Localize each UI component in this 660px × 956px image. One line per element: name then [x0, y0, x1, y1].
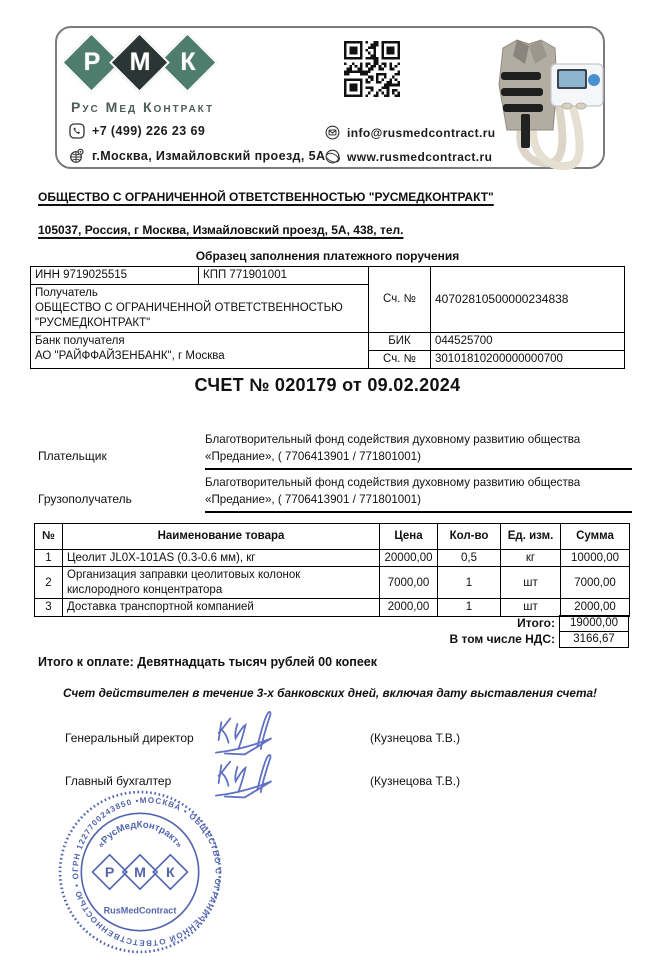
inn-cell: ИНН 9719025515 — [31, 267, 199, 285]
consignee-value: Благотворительный фонд содействия духовному развитию общества «Предание», ( 7706413901 / 771801001) — [205, 474, 632, 513]
item-price: 20000,00 — [380, 550, 438, 567]
phone-icon — [69, 123, 85, 139]
bank-label: Банк получателя — [35, 334, 125, 347]
item-name: Доставка транспортной компанией — [63, 599, 380, 616]
company-stamp — [56, 788, 224, 956]
bik-value-cell: 044525700 — [431, 332, 625, 350]
item-name: Цеолит JL0X-101AS (0.3-0.6 мм), кг — [63, 550, 380, 567]
email-text: info@rusmedcontract.ru — [347, 125, 496, 140]
item-num: 3 — [35, 599, 63, 616]
company-name-line: ОБЩЕСТВО С ОГРАНИЧЕННОЙ ОТВЕТСТВЕННОСТЬЮ "РУСМЕДКОНТРАКТ" — [38, 190, 494, 204]
stamp-ring-text: МОСКВА • ОБЩЕСТВО С ОГРАНИЧЕННОЙ ОТВЕТСТВЕННОСТЬЮ • ОГРН 1227700243850 • — [70, 795, 223, 948]
item-unit: шт — [501, 567, 561, 599]
email-row — [325, 125, 496, 140]
logo-letter-k: К — [180, 48, 196, 76]
item-qty: 1 — [438, 567, 501, 599]
recipient-cell — [31, 284, 369, 332]
header-card — [55, 26, 605, 169]
vat-label: В том числе НДС: — [449, 632, 555, 646]
email-icon — [325, 125, 340, 140]
svg-text:«РусМедКонтракт» — [96, 819, 185, 850]
phone-row — [69, 123, 205, 139]
bank-requisites-table — [30, 266, 625, 369]
account-label-cell: Сч. № — [369, 267, 431, 333]
address-text: г.Москва, Измайловский проезд, 5А — [92, 149, 326, 163]
recipient-label: Получатель — [35, 286, 98, 299]
accountant-label: Главный бухгалтер — [65, 774, 172, 788]
corr-label-cell: Сч. № — [369, 350, 431, 368]
qr-code — [344, 41, 400, 97]
col-num: № — [35, 524, 63, 550]
medical-device-image — [473, 30, 605, 170]
company-address-line: 105037, Россия, г Москва, Измайловский проезд, 5А, 438, тел. — [38, 223, 404, 237]
account-number-cell: 40702810500000234838 — [431, 267, 625, 333]
col-unit: Ед. изм. — [501, 524, 561, 550]
bank-name: АО "РАЙФФАЙЗЕНБАНК", г Москва — [35, 349, 225, 362]
corr-account-cell: 30101810200000000700 — [431, 350, 625, 368]
item-num: 1 — [35, 550, 63, 567]
item-name: Организация заправки цеолитовых колонок кислородного концентратора — [63, 567, 380, 599]
director-name: (Кузнецова Т.В.) — [370, 731, 461, 745]
vat-row — [34, 631, 629, 648]
website-text: www.rusmedcontract.ru — [347, 149, 493, 164]
col-sum: Сумма — [561, 524, 630, 550]
bik-label-cell: БИК — [369, 332, 431, 350]
recipient-name: ОБЩЕСТВО С ОГРАНИЧЕННОЙ ОТВЕТСТВЕННОСТЬЮ "РУСМЕДКОНТРАКТ" — [35, 301, 343, 329]
col-name: Наименование товара — [63, 524, 380, 550]
payer-value: Благотворительный фонд содействия духовному развитию общества «Предание», ( 7706413901 / 771801001) — [205, 431, 632, 470]
globe-icon — [325, 149, 340, 164]
vat-value: 3166,67 — [559, 631, 629, 648]
item-sum: 2000,00 — [561, 599, 630, 616]
website-row — [325, 149, 492, 164]
stamp-inner-bottom-text: RusMedContract — [103, 905, 177, 916]
item-sum: 10000,00 — [561, 550, 630, 567]
col-qty: Кол-во — [438, 524, 501, 550]
total-label: Итого: — [517, 616, 555, 630]
table-row — [35, 599, 630, 616]
payment-sample-title: Образец заполнения платежного поручения — [195, 249, 460, 263]
device-unit — [551, 64, 603, 109]
location-icon — [69, 148, 85, 164]
items-table — [34, 523, 630, 617]
item-qty: 0,5 — [438, 550, 501, 567]
vest-shape — [499, 40, 557, 148]
stamp-letter-k: К — [166, 865, 175, 882]
total-row — [34, 615, 629, 632]
item-unit: шт — [501, 599, 561, 616]
stamp-letter-m: М — [134, 865, 146, 882]
invoice-title: СЧЕТ № 020179 от 09.02.2024 — [194, 375, 461, 395]
payer-label: Плательщик — [38, 449, 107, 463]
items-header-row — [35, 524, 630, 550]
item-price: 7000,00 — [380, 567, 438, 599]
table-row — [35, 550, 630, 567]
logo-subtitle: Рус Мед Контракт — [71, 99, 215, 115]
stamp-inner-top-text: «РусМедКонтракт» — [95, 819, 185, 851]
logo-letter-r: Р — [83, 48, 101, 76]
consignee-label: Грузополучатель — [38, 492, 132, 506]
total-value: 19000,00 — [559, 615, 629, 632]
col-price: Цена — [380, 524, 438, 550]
director-label: Генеральный директор — [65, 731, 194, 745]
amount-in-words: Итого к оплате: Девятнадцать тысяч рублей 00 копеек — [38, 655, 377, 669]
item-num: 2 — [35, 567, 63, 599]
phone-number: +7 (499) 226 23 69 — [92, 124, 206, 138]
stamp-letter-r: Р — [104, 865, 115, 882]
kpp-cell: КПП 771901001 — [199, 267, 369, 285]
validity-note: Счет действителен в течение 3-х банковских дней, включая дату выставления счета! — [63, 686, 597, 700]
item-unit: кг — [501, 550, 561, 567]
item-sum: 7000,00 — [561, 567, 630, 599]
logo-letter-m: М — [129, 48, 151, 76]
accountant-name: (Кузнецова Т.В.) — [370, 774, 461, 788]
item-qty: 1 — [438, 599, 501, 616]
item-price: 2000,00 — [380, 599, 438, 616]
address-row — [69, 148, 325, 164]
bank-cell — [31, 332, 369, 368]
table-row — [35, 567, 630, 599]
